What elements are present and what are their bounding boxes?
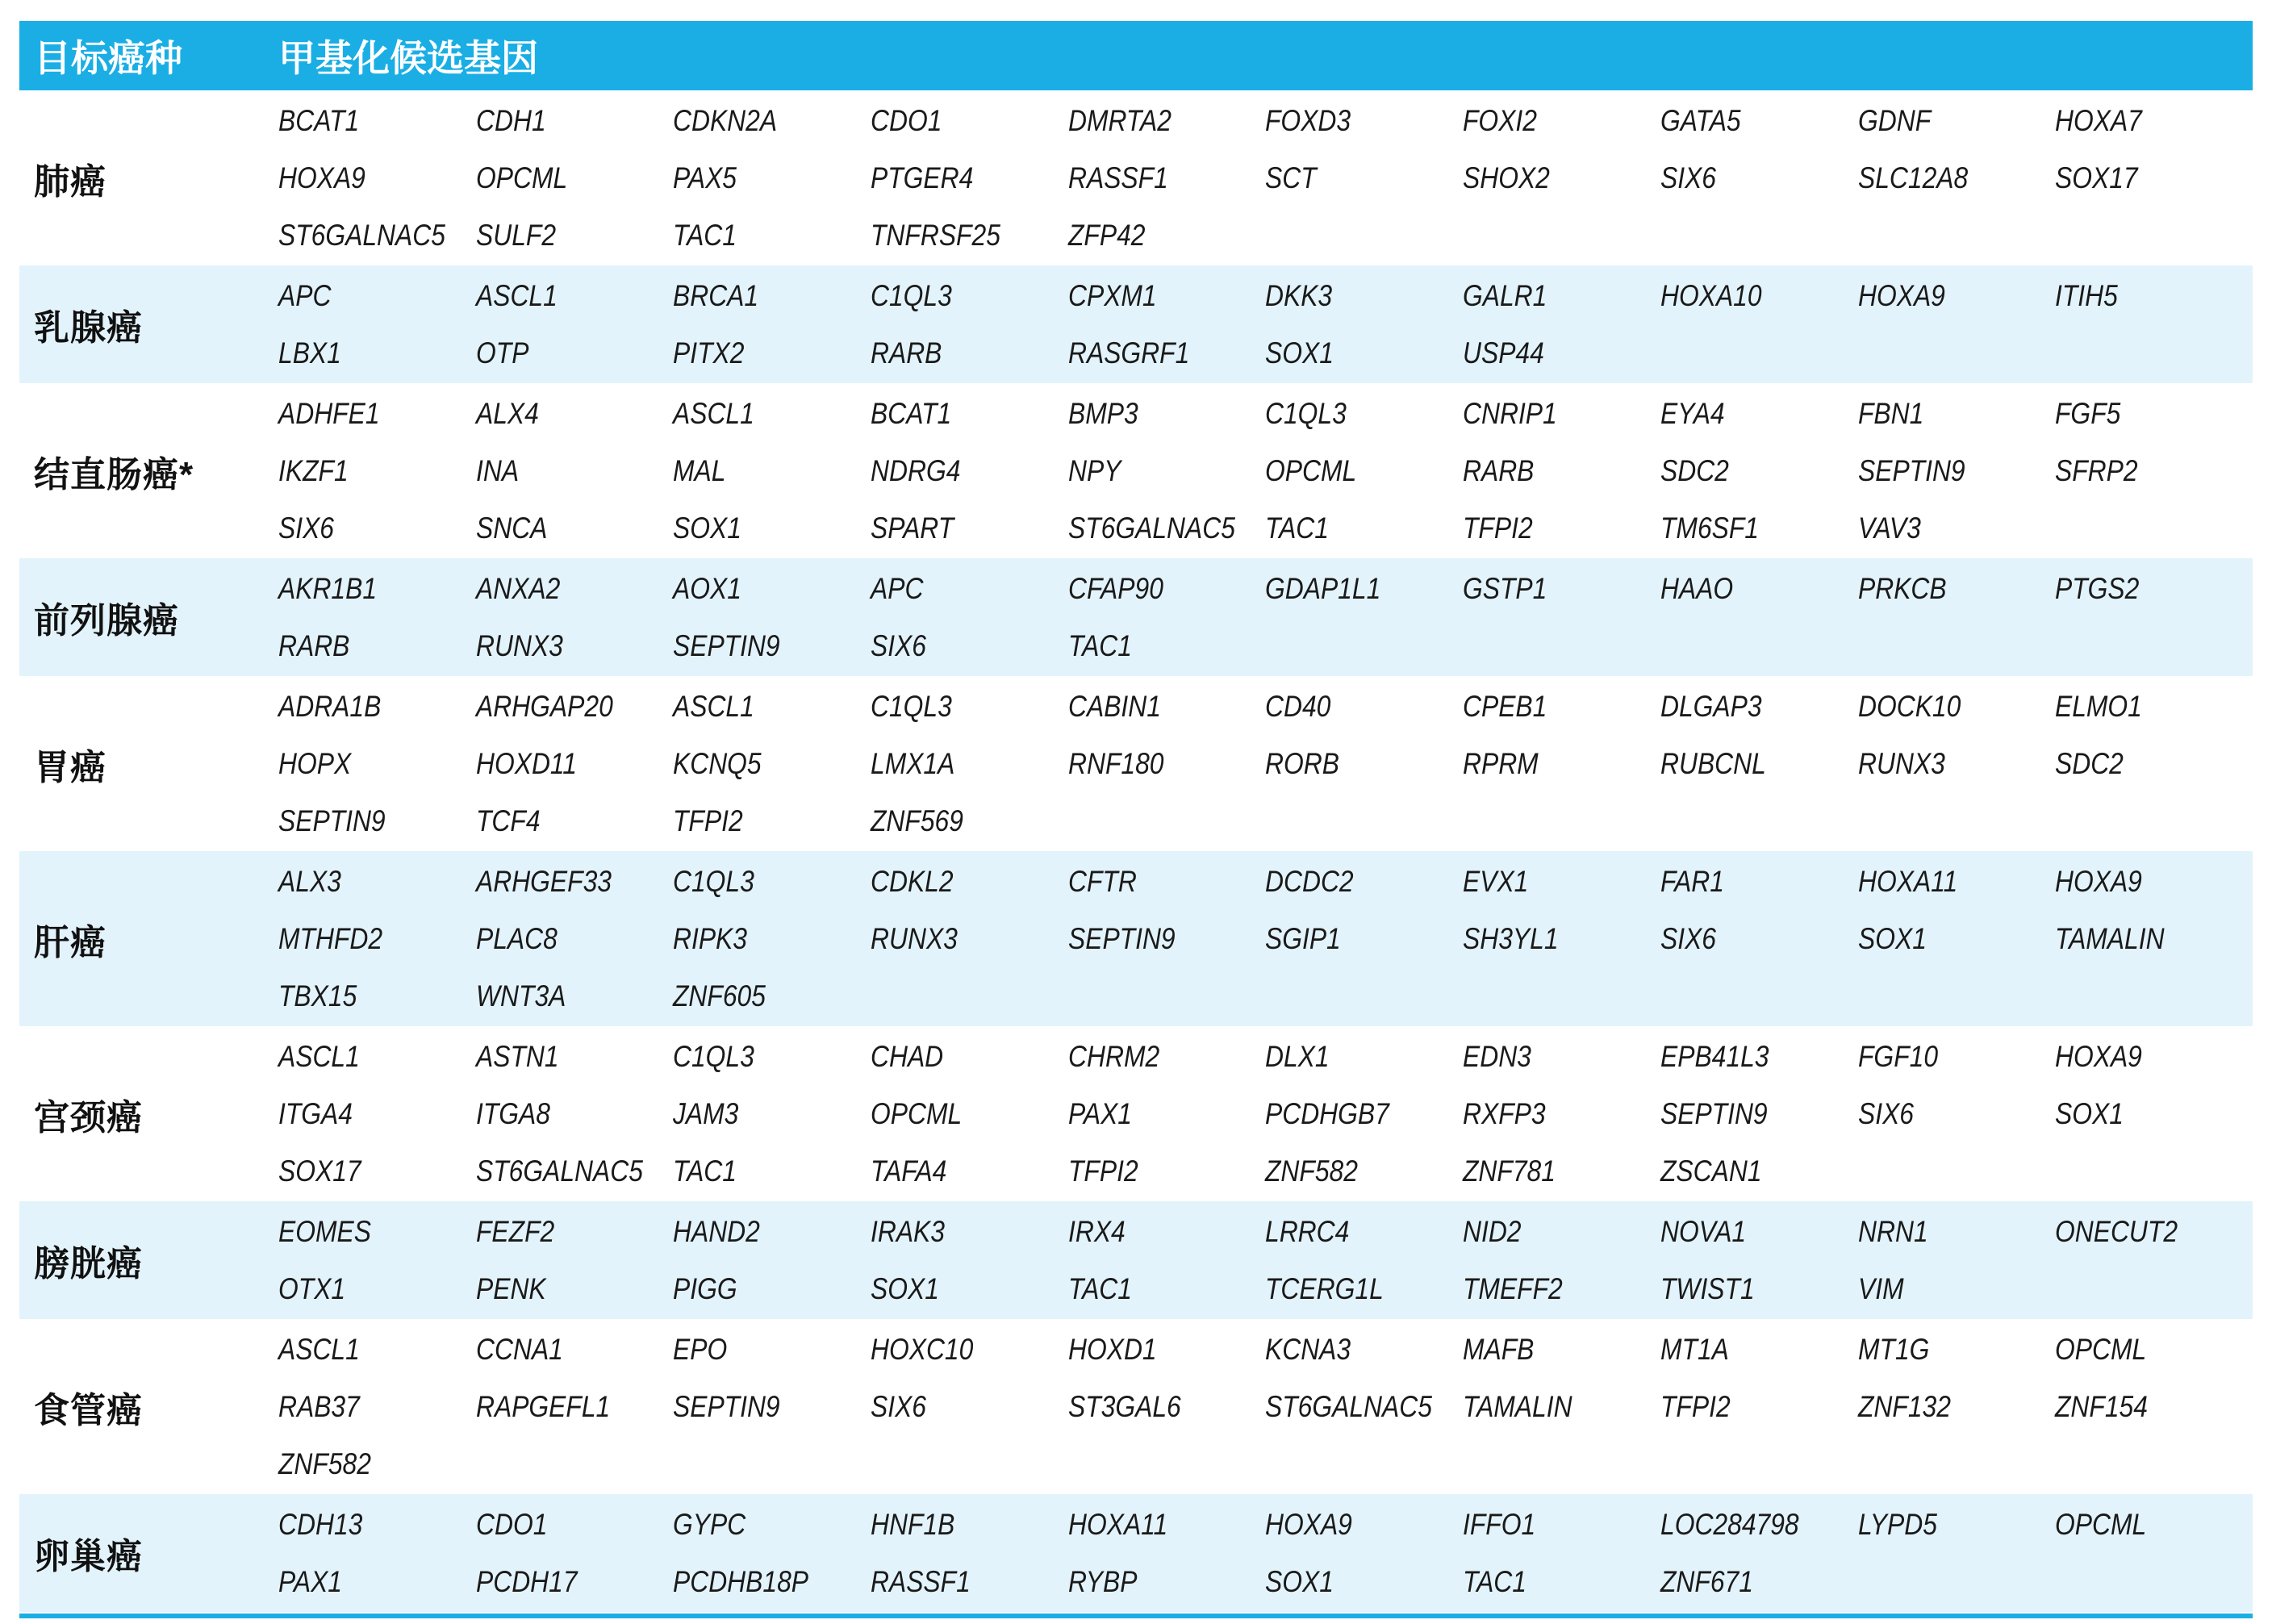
gene-name: HOXA11 <box>1067 1508 1168 1541</box>
gene-name: HOXA9 <box>278 161 365 194</box>
gene-name: SOX17 <box>278 1154 361 1188</box>
gene-name: CHRM2 <box>1067 1040 1159 1073</box>
gene-name: LMX1A <box>871 747 955 780</box>
gene-name: CHAD <box>871 1040 944 1073</box>
gene-name: NDRG4 <box>871 454 961 487</box>
gene-name: PRKCB <box>1857 572 1947 605</box>
gene-name: ITGA4 <box>278 1097 353 1130</box>
gene-name: ZNF605 <box>673 979 766 1012</box>
gene-name: RYBP <box>1067 1565 1138 1598</box>
gene-name: RASSF1 <box>1067 161 1168 194</box>
gene-name: PAX5 <box>673 161 737 194</box>
gene-grid <box>278 383 2253 558</box>
gene-name: DOCK10 <box>1857 690 1961 723</box>
gene-name: BMP3 <box>1067 397 1138 430</box>
gene-name: SOX1 <box>1265 336 1334 369</box>
gene-name: ZNF154 <box>2055 1390 2149 1423</box>
table-row <box>19 1494 2253 1612</box>
gene-name: ITIH5 <box>2055 279 2119 312</box>
gene-name: CCNA1 <box>475 1333 563 1366</box>
gene-grid <box>278 851 2253 1026</box>
cancer-type-label: 卵巢癌 <box>34 1537 143 1576</box>
gene-name: SOX1 <box>2055 1097 2124 1130</box>
gene-name: C1QL3 <box>871 279 952 312</box>
gene-name: CFAP90 <box>1067 572 1163 605</box>
gene-name: CNRIP1 <box>1463 397 1557 430</box>
gene-name: TAC1 <box>1463 1565 1527 1598</box>
gene-name: TNFRSF25 <box>871 219 1000 252</box>
gene-name: LOC284798 <box>1660 1508 1799 1541</box>
gene-name: GSTP1 <box>1463 572 1547 605</box>
gene-name: ZNF781 <box>1463 1154 1556 1188</box>
gene-name: ST3GAL6 <box>1067 1390 1181 1423</box>
gene-name: GYPC <box>673 1508 746 1541</box>
gene-name: HOXA10 <box>1660 279 1762 312</box>
gene-name: SOX1 <box>1265 1565 1334 1598</box>
gene-name: RASGRF1 <box>1067 336 1190 369</box>
gene-name: PCDHGB7 <box>1265 1097 1390 1130</box>
gene-name: NOVA1 <box>1660 1215 1747 1248</box>
gene-name: RAPGEFL1 <box>475 1390 610 1423</box>
gene-name: SEPTIN9 <box>673 629 781 662</box>
table-row <box>19 383 2253 558</box>
gene-name: ADHFE1 <box>278 397 380 430</box>
table-row <box>19 676 2253 851</box>
gene-name: EDN3 <box>1463 1040 1532 1073</box>
gene-grid <box>278 90 2253 265</box>
gene-name: HOPX <box>278 747 352 780</box>
gene-name: ST6GALNAC5 <box>475 1154 643 1188</box>
gene-name: TWIST1 <box>1660 1272 1755 1305</box>
cancer-type-label: 前列腺癌 <box>34 601 179 641</box>
gene-name: ALX4 <box>475 397 539 430</box>
gene-name: OPCML <box>871 1097 963 1130</box>
gene-name: RUNX3 <box>475 629 563 662</box>
gene-grid <box>278 1201 2253 1319</box>
cancer-type-label: 乳腺癌 <box>34 308 143 348</box>
gene-name: GALR1 <box>1463 279 1547 312</box>
gene-name: MAFB <box>1463 1333 1535 1366</box>
gene-name: ALX3 <box>278 865 341 898</box>
table-row <box>19 1319 2253 1494</box>
gene-name: FGF5 <box>2055 397 2121 430</box>
gene-name: PIGG <box>673 1272 737 1305</box>
gene-name: ASCL1 <box>278 1040 360 1073</box>
gene-name: TAC1 <box>1265 511 1330 545</box>
gene-name: MT1G <box>1857 1333 1929 1366</box>
gene-name: CDH13 <box>278 1508 363 1541</box>
column-header-candidate-genes: 甲基化候选基因 <box>278 37 538 79</box>
table-body <box>19 90 2253 1612</box>
gene-name: FEZF2 <box>475 1215 554 1248</box>
gene-name: CDKL2 <box>871 865 954 898</box>
gene-name: SLC12A8 <box>1857 161 1968 194</box>
gene-name: SDC2 <box>1660 454 1729 487</box>
gene-name: PLAC8 <box>475 922 558 955</box>
gene-name: IRAK3 <box>871 1215 946 1248</box>
cancer-type-label: 宫颈癌 <box>34 1097 143 1138</box>
gene-name: RUBCNL <box>1660 747 1766 780</box>
gene-grid <box>278 676 2253 851</box>
gene-name: HNF1B <box>871 1508 955 1541</box>
gene-name: TMEFF2 <box>1463 1272 1563 1305</box>
gene-name: SIX6 <box>278 511 334 545</box>
gene-name: MTHFD2 <box>278 922 383 955</box>
gene-name: PITX2 <box>673 336 745 369</box>
gene-name: GDAP1L1 <box>1265 572 1381 605</box>
gene-name: TFPI2 <box>673 804 744 837</box>
gene-name: OPCML <box>2055 1333 2147 1366</box>
gene-name: LRRC4 <box>1265 1215 1350 1248</box>
gene-name: ASTN1 <box>475 1040 559 1073</box>
gene-name: HAND2 <box>673 1215 761 1248</box>
gene-name: SIX6 <box>871 1390 927 1423</box>
gene-name: TFPI2 <box>1660 1390 1731 1423</box>
gene-grid <box>278 265 2253 383</box>
gene-name: PCDH17 <box>475 1565 578 1598</box>
gene-name: OTP <box>475 336 529 369</box>
gene-name: APC <box>278 279 332 312</box>
gene-name: ZNF569 <box>871 804 964 837</box>
table-row <box>19 265 2253 383</box>
gene-name: ASCL1 <box>475 279 558 312</box>
gene-name: RARB <box>278 629 350 662</box>
gene-name: EPB41L3 <box>1660 1040 1769 1073</box>
gene-grid <box>278 1026 2253 1201</box>
gene-name: LBX1 <box>278 336 341 369</box>
gene-name: CDO1 <box>871 104 942 137</box>
gene-name: VIM <box>1857 1272 1904 1305</box>
gene-name: C1QL3 <box>673 865 755 898</box>
gene-name: BCAT1 <box>278 104 360 137</box>
gene-name: ZNF582 <box>278 1447 371 1480</box>
gene-name: SIX6 <box>1857 1097 1914 1130</box>
gene-name: NPY <box>1067 454 1121 487</box>
gene-name: PAX1 <box>1067 1097 1132 1130</box>
gene-name: EYA4 <box>1660 397 1725 430</box>
gene-name: HOXA9 <box>2055 865 2143 898</box>
gene-name: IRX4 <box>1067 1215 1126 1248</box>
gene-name: HOXA9 <box>2055 1040 2143 1073</box>
gene-name: TAMALIN <box>1463 1390 1572 1423</box>
table-bottom-border <box>19 1614 2253 1618</box>
gene-name: OTX1 <box>278 1272 346 1305</box>
gene-name: CDH1 <box>475 104 546 137</box>
gene-name: SOX1 <box>673 511 742 545</box>
gene-name: RARB <box>871 336 942 369</box>
gene-grid <box>278 558 2253 676</box>
gene-name: TM6SF1 <box>1660 511 1759 545</box>
gene-name: MAL <box>673 454 726 487</box>
gene-name: ASCL1 <box>673 690 755 723</box>
gene-name: BCAT1 <box>871 397 952 430</box>
gene-name: TCF4 <box>475 804 541 837</box>
gene-name: EOMES <box>278 1215 371 1248</box>
gene-name: FOXD3 <box>1265 104 1351 137</box>
gene-name: FAR1 <box>1660 865 1724 898</box>
gene-name: NRN1 <box>1857 1215 1928 1248</box>
gene-name: SGIP1 <box>1265 922 1342 955</box>
gene-name: CPXM1 <box>1067 279 1157 312</box>
gene-name: ARHGAP20 <box>475 690 613 723</box>
gene-name: HOXA7 <box>2055 104 2143 137</box>
gene-name: SHOX2 <box>1463 161 1551 194</box>
table-header-row <box>19 21 2253 90</box>
gene-name: DLGAP3 <box>1660 690 1762 723</box>
gene-name: KCNA3 <box>1265 1333 1351 1366</box>
gene-name: ANXA2 <box>475 572 561 605</box>
gene-name: SULF2 <box>475 219 556 252</box>
table-row <box>19 1026 2253 1201</box>
gene-name: ASCL1 <box>278 1333 360 1366</box>
gene-name: SOX17 <box>2055 161 2138 194</box>
gene-name: DMRTA2 <box>1067 104 1172 137</box>
gene-name: PTGS2 <box>2055 572 2140 605</box>
gene-name: C1QL3 <box>1265 397 1347 430</box>
gene-name: BRCA1 <box>673 279 759 312</box>
gene-name: ST6GALNAC5 <box>1265 1390 1433 1423</box>
gene-name: TAMALIN <box>2055 922 2165 955</box>
gene-name: ELMO1 <box>2055 690 2143 723</box>
gene-grid <box>278 1319 2253 1494</box>
table-row <box>19 851 2253 1026</box>
gene-name: EPO <box>673 1333 728 1366</box>
gene-name: HOXC10 <box>871 1333 974 1366</box>
table-row <box>19 558 2253 676</box>
gene-name: TAC1 <box>1067 629 1132 662</box>
gene-name: ST6GALNAC5 <box>278 219 445 252</box>
gene-name: OPCML <box>1265 454 1357 487</box>
gene-name: CDO1 <box>475 1508 548 1541</box>
gene-name: SIX6 <box>871 629 927 662</box>
gene-name: RXFP3 <box>1463 1097 1546 1130</box>
gene-name: WNT3A <box>475 979 566 1012</box>
table-row <box>19 1201 2253 1319</box>
gene-name: SOX1 <box>1857 922 1927 955</box>
gene-name: CPEB1 <box>1463 690 1547 723</box>
gene-name: SFRP2 <box>2055 454 2138 487</box>
gene-name: DLX1 <box>1265 1040 1330 1073</box>
gene-name: SIX6 <box>1660 161 1716 194</box>
gene-name: RUNX3 <box>1857 747 1945 780</box>
gene-name: RIPK3 <box>673 922 748 955</box>
gene-name: PCDHB18P <box>673 1565 809 1598</box>
gene-name: INA <box>475 454 519 487</box>
gene-name: FBN1 <box>1857 397 1923 430</box>
gene-name: ONECUT2 <box>2055 1215 2178 1248</box>
cancer-type-label: 膀胱癌 <box>34 1244 143 1284</box>
gene-name: OPCML <box>2055 1508 2147 1541</box>
gene-name: ZSCAN1 <box>1660 1154 1762 1188</box>
gene-name: RARB <box>1463 454 1535 487</box>
gene-name: EVX1 <box>1463 865 1529 898</box>
gene-name: MT1A <box>1660 1333 1729 1366</box>
gene-name: ZNF582 <box>1265 1154 1359 1188</box>
gene-name: JAM3 <box>673 1097 739 1130</box>
gene-name: LYPD5 <box>1857 1508 1937 1541</box>
gene-name: SPART <box>871 511 954 545</box>
gene-name: FOXI2 <box>1463 104 1538 137</box>
cancer-type-label: 肺癌 <box>34 161 106 202</box>
gene-name: HOXD1 <box>1067 1333 1157 1366</box>
gene-name: TFPI2 <box>1463 511 1533 545</box>
gene-name: RASSF1 <box>871 1565 971 1598</box>
gene-name: IKZF1 <box>278 454 349 487</box>
gene-name: ADRA1B <box>278 690 382 723</box>
gene-name: TAFA4 <box>871 1154 947 1188</box>
gene-name: TAC1 <box>673 1154 737 1188</box>
gene-name: SEPTIN9 <box>1660 1097 1768 1130</box>
gene-name: ITGA8 <box>475 1097 550 1130</box>
gene-name: NID2 <box>1463 1215 1522 1248</box>
gene-name: PAX1 <box>278 1565 343 1598</box>
gene-name: RNF180 <box>1067 747 1164 780</box>
gene-name: APC <box>871 572 924 605</box>
gene-name: SCT <box>1265 161 1318 194</box>
gene-name: TFPI2 <box>1067 1154 1138 1188</box>
gene-grid <box>278 1494 2253 1612</box>
gene-name: RPRM <box>1463 747 1539 780</box>
gene-name: TBX15 <box>278 979 357 1012</box>
gene-name: SEPTIN9 <box>1857 454 1965 487</box>
gene-name: OPCML <box>475 161 567 194</box>
gene-name: DCDC2 <box>1265 865 1355 898</box>
gene-name: KCNQ5 <box>673 747 762 780</box>
cancer-type-label: 胃癌 <box>34 747 106 787</box>
gene-name: IFFO1 <box>1463 1508 1536 1541</box>
gene-name: RUNX3 <box>871 922 958 955</box>
methylation-gene-table <box>19 21 2253 1618</box>
gene-name: CDKN2A <box>673 104 778 137</box>
gene-name: DKK3 <box>1265 279 1333 312</box>
gene-name: C1QL3 <box>673 1040 755 1073</box>
gene-name: TAC1 <box>1067 1272 1132 1305</box>
gene-name: GDNF <box>1857 104 1931 137</box>
gene-name: TAC1 <box>673 219 737 252</box>
gene-name: PENK <box>475 1272 546 1305</box>
gene-name: PTGER4 <box>871 161 974 194</box>
gene-name: CD40 <box>1265 690 1331 723</box>
gene-name: HAAO <box>1660 572 1734 605</box>
gene-name: HOXA9 <box>1857 279 1945 312</box>
gene-name: ST6GALNAC5 <box>1067 511 1235 545</box>
cancer-type-label: 食管癌 <box>34 1390 143 1430</box>
gene-name: HOXD11 <box>475 747 577 780</box>
gene-name: AKR1B1 <box>278 572 378 605</box>
gene-name: SDC2 <box>2055 747 2124 780</box>
gene-name: ASCL1 <box>673 397 755 430</box>
gene-name: RORB <box>1265 747 1340 780</box>
gene-name: RAB37 <box>278 1390 360 1423</box>
gene-name: C1QL3 <box>871 690 952 723</box>
gene-name: SH3YL1 <box>1463 922 1559 955</box>
gene-name: SNCA <box>475 511 548 545</box>
gene-name: CFTR <box>1067 865 1137 898</box>
gene-name: VAV3 <box>1857 511 1921 545</box>
gene-name: FGF10 <box>1857 1040 1938 1073</box>
gene-name: ZNF132 <box>1857 1390 1951 1423</box>
column-header-cancer-type: 目标癌种 <box>34 37 182 79</box>
gene-name: ARHGEF33 <box>475 865 612 898</box>
gene-name: GATA5 <box>1660 104 1741 137</box>
gene-name: SOX1 <box>871 1272 939 1305</box>
gene-name: SEPTIN9 <box>673 1390 781 1423</box>
gene-name: SEPTIN9 <box>278 804 386 837</box>
cancer-type-label: 肝癌 <box>34 922 106 962</box>
gene-name: HOXA11 <box>1857 865 1957 898</box>
gene-name: ZFP42 <box>1067 219 1146 252</box>
cancer-type-label: 结直肠癌* <box>34 454 194 495</box>
gene-name: USP44 <box>1463 336 1545 369</box>
gene-name: SEPTIN9 <box>1067 922 1176 955</box>
gene-name: ZNF671 <box>1660 1565 1753 1598</box>
gene-name: TCERG1L <box>1265 1272 1384 1305</box>
table-row <box>19 90 2253 265</box>
gene-name: HOXA9 <box>1265 1508 1353 1541</box>
gene-name: SIX6 <box>1660 922 1716 955</box>
gene-name: AOX1 <box>673 572 742 605</box>
gene-name: CABIN1 <box>1067 690 1161 723</box>
